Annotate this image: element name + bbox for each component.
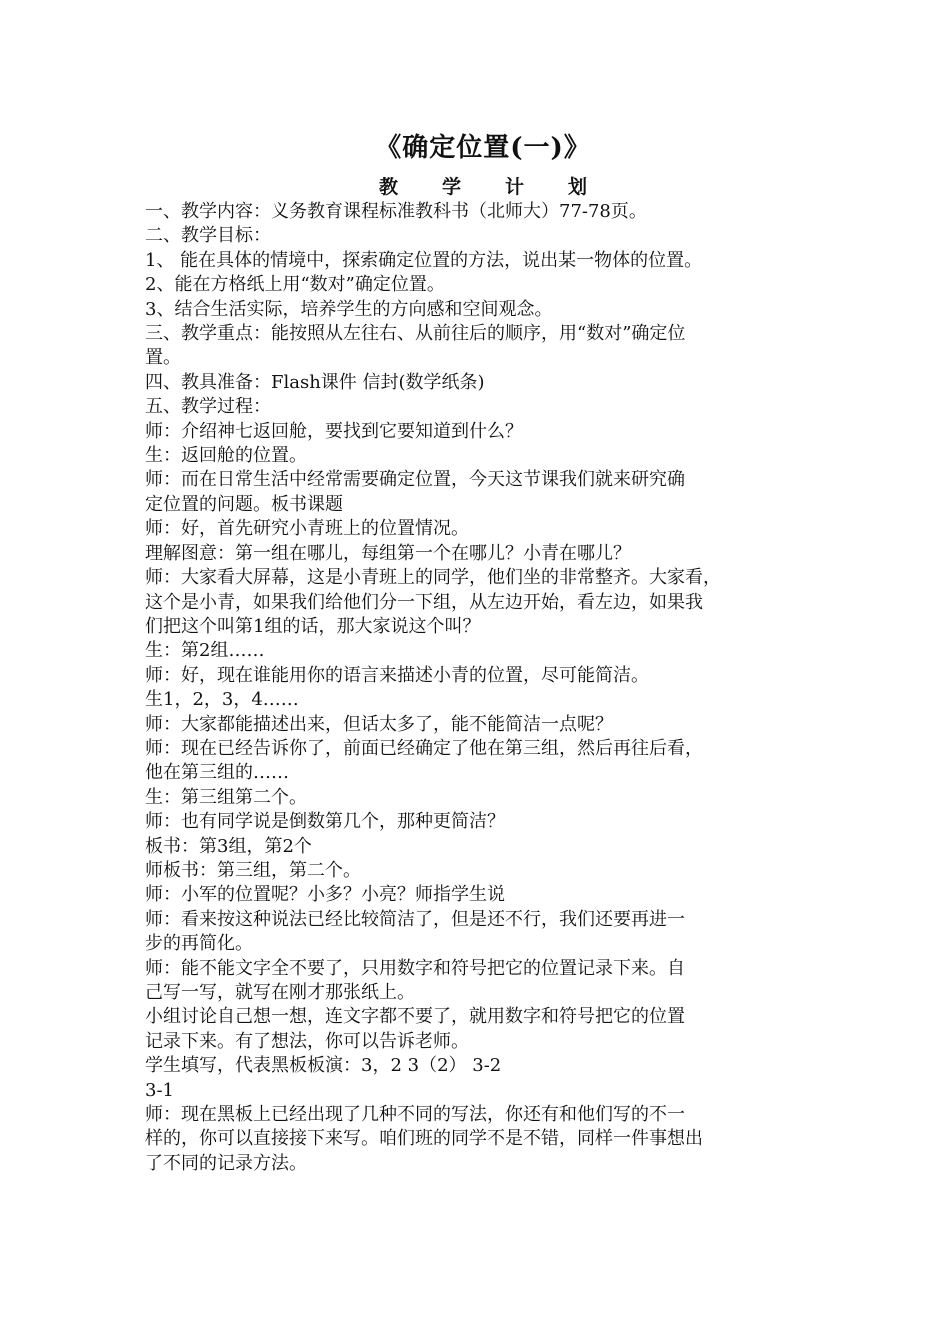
text-line: 生：第2组…… bbox=[145, 640, 265, 662]
text-line: 生：第三组第二个。 bbox=[145, 786, 307, 808]
subtitle-char: 划 bbox=[568, 176, 588, 198]
text-line: 这个是小青，如果我们给他们分一下组，从左边开始，看左边，如果我 bbox=[145, 591, 703, 613]
text-line: 们把这个叫第1组的话，那大家说这个叫？ bbox=[145, 615, 481, 637]
text-line: 师：好，首先研究小青班上的位置情况。 bbox=[145, 518, 469, 540]
text-line: 五、教学过程： bbox=[145, 396, 271, 418]
text-line: 置。 bbox=[145, 347, 181, 369]
text-line: 3、结合生活实际，培养学生的方向感和空间观念。 bbox=[145, 298, 553, 320]
text-line: 生1，2，3，4…… bbox=[145, 689, 299, 711]
text-line: 师：而在日常生活中经常需要确定位置，今天这节课我们就来研究确 bbox=[145, 469, 685, 491]
text-line: 师：大家都能描述出来，但话太多了，能不能简洁一点呢？ bbox=[145, 713, 613, 735]
text-line: 师：能不能文字全不要了，只用数字和符号把它的位置记录下来。自 bbox=[145, 957, 685, 979]
text-line: 师：也有同学说是倒数第几个，那种更简洁？ bbox=[145, 811, 505, 833]
subtitle-char: 教 bbox=[378, 176, 398, 198]
text-line: 理解图意：第一组在哪儿，每组第一个在哪儿？小青在哪儿？ bbox=[145, 542, 631, 564]
text-line: 记录下来。有了想法，你可以告诉老师。 bbox=[145, 1030, 469, 1052]
text-line: 生：返回舱的位置。 bbox=[145, 445, 307, 467]
document-title: 《确定位置(一)》 bbox=[375, 133, 591, 163]
text-line: 师板书：第三组，第二个。 bbox=[145, 859, 361, 881]
text-line: 3-1 bbox=[145, 1079, 174, 1101]
text-line: 三、教学重点：能按照从左往右、从前往后的顺序，用“数对”确定位 bbox=[145, 323, 686, 345]
text-line: 师：介绍神七返回舱，要找到它要知道到什么？ bbox=[145, 420, 523, 442]
text-line: 师：现在已经告诉你了，前面已经确定了他在第三组，然后再往后看， bbox=[145, 737, 703, 759]
text-line: 定位置的问题。板书课题 bbox=[145, 493, 343, 515]
document-page bbox=[145, 128, 821, 1176]
text-line: 师：看来按这种说法已经比较简洁了，但是还不行，我们还要再进一 bbox=[145, 908, 685, 930]
subtitle-char: 计 bbox=[505, 176, 525, 198]
text-line: 二、教学目标： bbox=[145, 225, 271, 247]
text-line: 他在第三组的…… bbox=[145, 762, 289, 784]
text-line: 步的再简化。 bbox=[145, 933, 253, 955]
text-line: 一、教学内容：义务教育课程标准教科书（北师大）77-78页。 bbox=[145, 201, 647, 222]
text-line: 己写一写，就写在刚才那张纸上。 bbox=[145, 982, 415, 1003]
text-line: 了不同的记录方法。 bbox=[145, 1152, 307, 1174]
text-line: 小组讨论自己想一想，连文字都不要了，就用数字和符号把它的位置 bbox=[145, 1006, 685, 1028]
text-line: 样的，你可以直接接下来写。咱们班的同学不是不错，同样一件事想出 bbox=[145, 1128, 703, 1150]
document-subtitle bbox=[145, 174, 821, 200]
text-line: 学生填写，代表黑板板演：3，2 3（2） 3-2 bbox=[145, 1055, 502, 1077]
text-line: 师：现在黑板上已经出现了几种不同的写法，你还有和他们写的不一 bbox=[145, 1104, 685, 1126]
text-line: 师：大家看大屏幕，这是小青班上的同学，他们坐的非常整齐。大家看， bbox=[145, 567, 721, 589]
text-line: 师：好，现在谁能用你的语言来描述小青的位置，尽可能简洁。 bbox=[145, 664, 649, 686]
text-line: 2、能在方格纸上用“数对”确定位置。 bbox=[145, 274, 445, 296]
document-body bbox=[145, 200, 821, 1176]
text-line: 四、教具准备：Flash课件 信封(数学纸条) bbox=[145, 371, 485, 393]
subtitle-char: 学 bbox=[441, 176, 461, 198]
text-line: 1、 能在具体的情境中，探索确定位置的方法，说出某一物体的位置。 bbox=[145, 249, 703, 271]
text-line: 板书：第3组，第2个 bbox=[145, 835, 312, 857]
text-line: 师：小军的位置呢？小多？小亮？师指学生说 bbox=[145, 884, 505, 906]
